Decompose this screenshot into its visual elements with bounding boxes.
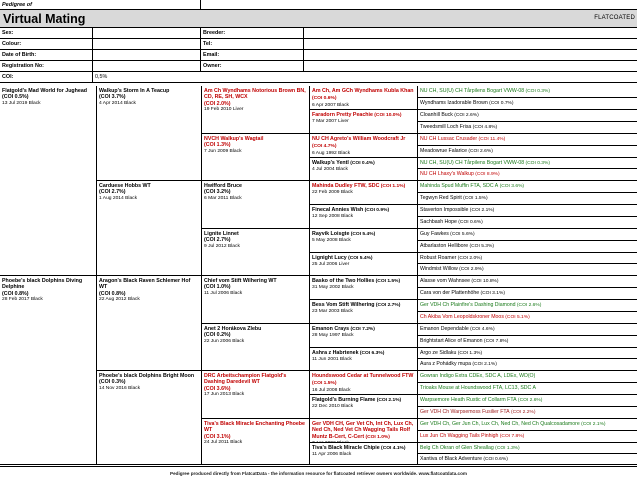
dog-date: 28 Feb 2017 Black	[2, 297, 43, 303]
pedigree-cell-gen5-22[interactable]	[417, 336, 637, 348]
pedigree-cell-gen4-15[interactable]	[309, 419, 417, 443]
dog-coi: (COI 2.0%)	[204, 100, 231, 107]
dog-name: Basko of the Two Hollies (COI 1.5%)	[312, 278, 401, 284]
dog-name: NU CH Lhaxy's Walkup (COI 8.9%)	[420, 171, 500, 177]
dog-name: Chief vom Stift Wilhering WT	[204, 278, 277, 284]
dog-name: Faradorn Pretty Peachie (COI 10.0%)	[312, 112, 402, 118]
dog-coi: (COI 2.6%)	[516, 398, 543, 403]
value-tel[interactable]	[303, 39, 637, 50]
dog-date: 23 Mar 2003 Black	[312, 309, 353, 315]
dog-coi: (COI 7.8%)	[482, 339, 509, 344]
dog-name: Am Ch Wyndhams Notorious Brown BN, CD, RE, SH, WCX	[204, 88, 306, 101]
info-grid	[0, 28, 637, 86]
pedigree-cell-gen1-2[interactable]	[0, 276, 96, 465]
pedigree-cell-gen2-3[interactable]	[96, 276, 201, 371]
pedigree-cell-gen4-14[interactable]	[309, 395, 417, 419]
dog-name: Guy Fawkes (COI 5.6%)	[420, 231, 475, 237]
dog-name: Ger VDH Ch, Ger Jun Ch, Lux Ch, Ned Ch, Ned Ch Qualcosadamore (COI 2.1%)	[420, 421, 606, 427]
dog-coi: (COI 0.3%)	[524, 161, 550, 166]
label-tel: Tel:	[200, 39, 303, 50]
dog-name: Hwifford Bruce	[204, 183, 242, 189]
dog-name: Lignight Lucy (COI 5.4%)	[312, 255, 373, 261]
dog-date: 1 Aug 2014 Black	[99, 195, 138, 201]
dog-coi: (COI 1.5%)	[374, 279, 401, 284]
pedigree-cell-gen2-4[interactable]	[96, 371, 201, 465]
dog-name: Trioaks Mouse at Houndswood FTA, LC13, SDC A	[420, 385, 536, 391]
dog-date: 25 Jul 2006 Liver	[312, 262, 350, 268]
pedigree-cell-gen5-25[interactable]	[417, 371, 637, 383]
pedigree-cell-gen5-11[interactable]	[417, 205, 637, 217]
dog-name: Lignite Linnet	[204, 231, 239, 237]
dog-coi: (COI 2.7%)	[99, 189, 126, 196]
pedigree-cell-gen2-1[interactable]	[96, 86, 201, 181]
dog-coi: (COI 5.4%)	[346, 256, 373, 261]
dog-name: Walkup's Storm In A Teacup	[99, 88, 170, 94]
pedigree-cell-gen4-13[interactable]	[309, 371, 417, 395]
breed-label: FLATCOATED	[594, 15, 635, 21]
dog-name: Walkup's Yentl (COI 0.4%)	[312, 160, 375, 166]
dog-coi: (COI 5.4%)	[349, 232, 376, 237]
pedigree-cell-gen4-16[interactable]	[309, 443, 417, 465]
dog-name: Tegwyn Red Spirit (COI 1.5%)	[420, 195, 488, 201]
dog-name: Warpsemore Heath Rustic of Collarm FTA (COI 2.6%)	[420, 397, 543, 403]
pedigree-of-text: Pedigree of	[2, 2, 32, 8]
dog-date: 11 Jul 2006 Black	[204, 290, 243, 296]
dog-date: 11 Jun 2001 Black	[312, 357, 352, 363]
pedigree-of-blank-cell	[200, 0, 637, 9]
dog-coi: (COI 3.6%)	[204, 385, 231, 392]
dog-name: Windmist Willow (COI 2.9%)	[420, 266, 484, 272]
pedigree-cell-gen5-8[interactable]	[417, 169, 637, 181]
label-email: Email:	[200, 50, 303, 61]
dog-date: 6 Aug 1992 Black	[312, 150, 351, 156]
dog-coi: (COI 2.1%)	[471, 362, 497, 367]
dog-coi: (COI 2.7%)	[204, 237, 231, 244]
page-title: Virtual Mating	[3, 12, 86, 26]
dog-date: 19 Feb 2010 Liver	[204, 107, 244, 113]
dog-name: Emanon Dependable (COI 4.6%)	[420, 326, 495, 332]
dog-date: 6 Mar 2011 Black	[204, 195, 242, 201]
dog-name: Flatgold's Mad World for Jughead	[2, 88, 88, 94]
pedigree-cell-gen4-12[interactable]	[309, 348, 417, 371]
dog-name: Aragon's Black Raven Schlemer Hof WT	[99, 278, 191, 291]
dog-date: 7 Jun 2009 Black	[204, 148, 242, 154]
dog-name: Tiva's Black Miracle Chipie (COI 4.1%)	[312, 445, 406, 451]
dog-coi: (COI 7.2%)	[349, 327, 375, 332]
dog-name: DRC Arbeitschampion Flatgold's Dashing Daredevil WT	[204, 373, 287, 386]
dog-coi: (COI 1.5%)	[312, 381, 337, 387]
dog-name: Gowran Indigo Extra CDEx, SDC A, LDEx, WD(O)	[420, 373, 536, 379]
pedigree-cell-gen5-27[interactable]	[417, 395, 637, 407]
dog-coi: (COI 3.2%)	[204, 189, 231, 196]
dog-date: 22 Dec 2010 Black	[312, 404, 354, 410]
value-colour[interactable]	[92, 39, 200, 50]
dog-coi: (COI 1.0%)	[364, 434, 390, 440]
pedigree-cell-gen5-6[interactable]	[417, 146, 637, 158]
dog-coi: (COI 2.6%)	[467, 149, 493, 154]
dog-name: Tweedsmill Loch Frisa (COI 4.8%)	[420, 124, 498, 130]
dog-coi: (COI 2.1%)	[375, 398, 402, 403]
dog-name: Atbarlaston Hellibore (COI 5.3%)	[420, 243, 494, 249]
pedigree-cell-gen5-7[interactable]	[417, 158, 637, 169]
dog-name: Cloanhill Buck (COI 2.6%)	[420, 112, 479, 118]
dog-date: 17 Jun 2013 Black	[204, 392, 245, 398]
dog-coi: (COI 5.1%)	[503, 315, 530, 320]
dog-coi: (COI 2.2%)	[509, 410, 536, 415]
dog-name: Finecal Annies Wish (COI 0.9%)	[312, 207, 390, 213]
pedigree-cell-gen4-7[interactable]	[309, 229, 417, 253]
dog-coi: (COI 6.3%)	[358, 351, 385, 356]
dog-name: Ch Akiba Vom Leopoldskroner Moos (COI 5.1%)	[420, 314, 530, 320]
dog-coi: (COI 0.6%)	[482, 457, 508, 462]
dog-name: Phoebe's black Dolphins Diving Delphine	[2, 278, 83, 291]
dog-name: Argo ze Sidlaku (COI 1.3%)	[420, 350, 483, 356]
pedigree-cell-gen3-1[interactable]	[201, 86, 309, 134]
dog-coi: (COI 1.3%)	[493, 446, 520, 451]
pedigree-cell-gen5-12[interactable]	[417, 217, 637, 229]
dog-coi: (COI 1.1%)	[379, 184, 406, 189]
pedigree-cell-gen5-4[interactable]	[417, 122, 637, 134]
dog-coi: (COI 2.0%)	[456, 256, 483, 261]
pedigree-cell-gen3-2[interactable]	[201, 134, 309, 181]
dog-coi: (COI 2.6%)	[452, 113, 479, 118]
dog-coi: (COI 0.5%)	[2, 94, 29, 101]
value-email[interactable]	[303, 50, 637, 61]
pedigree-cell-gen5-31[interactable]	[417, 443, 637, 454]
dog-name: Ger VDH Ch Warpsemoss Fusilier FTA (COI 2.2%)	[420, 409, 536, 415]
dog-name: NU CH, SU(U) CH Tårpilens Bogart VWW-08 (COI 0.3%)	[420, 160, 550, 166]
dog-name: Ashra z Habrtenek (COI 6.3%)	[312, 350, 385, 356]
pedigree-cell-gen5-20[interactable]	[417, 312, 637, 324]
dog-date: 22 Feb 2009 Black	[312, 190, 353, 196]
dog-name: Phoebe's black Dolphins Bright Moon	[99, 373, 195, 379]
dog-name: NU CH Agreto's William Woodcraft Jr (COI 4.7%)	[312, 136, 406, 150]
value-breeder[interactable]	[303, 28, 637, 39]
dog-name: Flatgold's Burning Flame (COI 2.1%)	[312, 397, 402, 403]
dog-coi: (COI 0.4%)	[348, 161, 375, 166]
dog-coi: (COI 0.8%)	[99, 290, 126, 297]
dog-name: Alasse vom Wahnsee (COI 10.8%)	[420, 278, 499, 284]
dog-coi: (COI 3.7%)	[99, 94, 126, 101]
dog-date: 22 Aug 2012 Black	[99, 297, 140, 303]
value-coi: 0,5%	[92, 72, 637, 83]
dog-name: Sachbash Hope (COI 0.6%)	[420, 219, 483, 225]
label-sex: Sex:	[0, 28, 92, 39]
dog-name: Am Ch, Am GCh Wyndhams Kubla Khan (COI 0.6%)	[312, 88, 414, 102]
dog-name: Emanon Crays (COI 7.2%)	[312, 326, 375, 332]
pedigree-cell-gen4-10[interactable]	[309, 300, 417, 324]
dog-coi: (COI 3.1%)	[204, 433, 231, 440]
dog-date: 9 Jul 2012 Black	[204, 243, 240, 249]
pedigree-cell-gen4-1[interactable]	[309, 86, 417, 110]
dog-name: Meadowrue Falarice (COI 2.6%)	[420, 148, 493, 154]
pedigree-cell-gen4-9[interactable]	[309, 276, 417, 300]
dog-coi: (COI 2.6%)	[515, 303, 542, 308]
pedigree-cell-gen4-4[interactable]	[309, 158, 417, 181]
pedigree-cell-gen5-21[interactable]	[417, 324, 637, 336]
pedigree-cell-gen5-5[interactable]	[417, 134, 637, 146]
pedigree-cell-gen5-1[interactable]	[417, 86, 637, 98]
dog-coi: (COI 4.8%)	[471, 125, 498, 130]
dog-coi: (COI 4.1%)	[379, 446, 406, 451]
pedigree-cell-gen4-8[interactable]	[309, 253, 417, 276]
dog-name: Rayvik Loisgte (COI 5.4%)	[312, 231, 376, 237]
dog-coi: (COI 7.8%)	[498, 434, 525, 439]
pedigree-cell-gen5-13[interactable]	[417, 229, 637, 241]
dog-name: Robust Roamer (COI 2.0%)	[420, 255, 483, 261]
pedigree-cell-gen5-23[interactable]	[417, 348, 637, 359]
dog-coi: (COI 10.8%)	[469, 279, 499, 284]
dog-coi: (COI 1.0%)	[204, 284, 231, 291]
pedigree-cell-gen5-9[interactable]	[417, 181, 637, 193]
pedigree-cell-gen5-3[interactable]	[417, 110, 637, 122]
dog-name: Brightstart Alice of Emanon (COI 7.8%)	[420, 338, 509, 344]
label-coi: COI:	[0, 72, 92, 83]
pedigree-cell-gen5-32[interactable]	[417, 454, 637, 465]
label-owner: Owner:	[200, 61, 303, 72]
dog-name: Bess Vom Stift Wilhering (COI 2.7%)	[312, 302, 401, 308]
pedigree-chart	[0, 86, 637, 465]
footer-credit: Pedigree produced directly from FlatcatData - the information resource for flatcoated retriever owners worldwide. www.flatcoatdata.com	[0, 466, 637, 479]
dog-coi: (COI 0.6%)	[456, 220, 483, 225]
dog-name: Ger VDH CH, Ger Vet Ch, Int Ch, Lux Ch, Ned Ch, Ned Vet Ch Wagging Tails Rolf Muntz B-Cert, C-Cert (COI 1.0%)	[312, 421, 414, 440]
dog-name: Belg Ch Okran of Glen Sheallag (COI 1.3%)	[420, 445, 520, 451]
dog-name: Mahinda Spud Muffin FTA, SDC A (COI 3.6%)	[420, 183, 525, 189]
dog-coi: (COI 0.3%)	[99, 379, 126, 386]
pedigree-cell-gen5-15[interactable]	[417, 253, 637, 264]
pedigree-cell-gen5-2[interactable]	[417, 98, 637, 110]
dog-coi: (COI 2.1%)	[468, 208, 495, 213]
dog-date: 22 Jun 2006 Black	[204, 338, 245, 344]
title-bar	[0, 10, 637, 28]
pedigree-cell-gen3-7[interactable]	[201, 371, 309, 419]
dog-coi: (COI 0.8%)	[2, 290, 29, 297]
label-registration-no: Registration No:	[0, 61, 92, 72]
pedigree-cell-gen4-3[interactable]	[309, 134, 417, 158]
pedigree-cell-gen4-5[interactable]	[309, 181, 417, 205]
dog-date: 4 Apr 2014 Black	[99, 100, 136, 106]
pedigree-cell-gen5-30[interactable]	[417, 431, 637, 443]
dog-coi: (COI 5.6%)	[448, 232, 475, 237]
dog-coi: (COI 4.7%)	[312, 144, 337, 150]
dog-name: Xantiva of Black Adventure (COI 0.6%)	[420, 456, 508, 462]
dog-coi: (COI 11.4%)	[477, 137, 506, 142]
value-registration-no[interactable]	[92, 61, 200, 72]
dog-date: 28 May 1997 Black	[312, 333, 354, 339]
pedigree-cell-gen3-8[interactable]	[201, 419, 309, 465]
dog-coi: (COI 1.5%)	[461, 196, 488, 201]
dog-name: NVCH Walkup's Wagtail	[204, 136, 264, 142]
dog-coi: (COI 2.1%)	[579, 422, 606, 427]
pedigree-cell-gen4-11[interactable]	[309, 324, 417, 348]
pedigree-of-label	[0, 0, 637, 10]
dog-coi: (COI 5.3%)	[468, 244, 494, 249]
dog-date: 7 Mar 2007 Liver	[312, 119, 349, 125]
dog-date: 4 Jul 2004 Black	[312, 167, 348, 173]
dog-date: 11 Apr 2006 Black	[312, 452, 352, 458]
dog-coi: (COI 2.9%)	[457, 267, 484, 272]
dog-coi: (COI 2.7%)	[374, 303, 401, 308]
value-date-of-birth[interactable]	[92, 50, 200, 61]
dog-coi: (COI 0.9%)	[363, 208, 390, 213]
dog-name: Wyndhams Izadorable Brown (COI 0.7%)	[420, 100, 514, 106]
label-breeder: Breeder:	[200, 28, 303, 39]
pedigree-cell-gen5-28[interactable]	[417, 407, 637, 419]
pedigree-cell-gen4-2[interactable]	[309, 110, 417, 134]
dog-coi: (COI 3.1%)	[479, 291, 505, 296]
pedigree-cell-gen5-19[interactable]	[417, 300, 637, 312]
dog-date: 13 Jul 2019 Black	[2, 100, 41, 106]
dog-name: Ger VDH Ch Plainfire's Dashing Diamond (COI 2.6%)	[420, 302, 542, 308]
pedigree-cell-gen5-29[interactable]	[417, 419, 637, 431]
dog-date: 24 Jul 2011 Black	[204, 440, 243, 446]
pedigree-cell-gen1-1[interactable]	[0, 86, 96, 276]
dog-coi: (COI 0.2%)	[204, 332, 231, 339]
dog-coi: (COI 10.0%)	[372, 113, 402, 118]
dog-coi: (COI 0.7%)	[487, 101, 514, 106]
value-sex[interactable]	[92, 28, 200, 39]
dog-name: NU CH, SU(U) CH Tårpilens Bogart VWW-08 (COI 0.3%)	[420, 88, 550, 94]
dog-coi: (COI 1.3%)	[456, 351, 483, 356]
dog-name: Houndswood Cedar at Tunnelwood FTW (COI 1.5%)	[312, 373, 414, 387]
dog-coi: (COI 0.3%)	[524, 89, 550, 94]
dog-name: Staverton Impossible (COI 2.1%)	[420, 207, 495, 213]
pedigree-cell-gen3-3[interactable]	[201, 181, 309, 229]
dog-name: Lux Jun Ch Wagging Tails Pinhigh (COI 7.8%)	[420, 433, 525, 439]
dog-date: 16 Jul 2008 Black	[312, 387, 351, 393]
pedigree-cell-gen5-17[interactable]	[417, 276, 637, 288]
dog-name: Cara von der Plattenhöhe (COI 3.1%)	[420, 290, 505, 296]
pedigree-cell-gen5-16[interactable]	[417, 264, 637, 276]
dog-name: Mahinda Dudley FTW, SDC (COI 1.1%)	[312, 183, 406, 189]
dog-coi: (COI 8.9%)	[473, 172, 500, 177]
pedigree-cell-gen5-24[interactable]	[417, 359, 637, 371]
pedigree-cell-gen5-10[interactable]	[417, 193, 637, 205]
dog-date: 14 Nov 2016 Black	[99, 385, 141, 391]
label-colour: Colour:	[0, 39, 92, 50]
dog-name: Anet 2 Horákova Zlebu	[204, 326, 262, 332]
dog-coi: (COI 0.6%)	[312, 96, 337, 102]
dog-date: 5 May 2008 Black	[312, 238, 351, 244]
dog-date: 6 Apr 2007 Black	[312, 102, 349, 108]
dog-coi: (COI 3.6%)	[498, 184, 525, 189]
pedigree-cell-gen5-26[interactable]	[417, 383, 637, 395]
dog-name: Carduese Hobbs WT	[99, 183, 151, 189]
dog-coi: (COI 1.3%)	[204, 142, 231, 149]
pedigree-cell-gen5-18[interactable]	[417, 288, 637, 300]
pedigree-cell-gen3-5[interactable]	[201, 276, 309, 324]
dog-name: Tiva's Black Miracle Enchanting Phoebe WT	[204, 421, 305, 434]
dog-name: Aura z Pohádky mupa (COI 2.1%)	[420, 361, 497, 367]
dog-date: 31 May 2002 Black	[312, 285, 354, 291]
pedigree-cell-gen3-6[interactable]	[201, 324, 309, 371]
pedigree-cell-gen2-2[interactable]	[96, 181, 201, 276]
pedigree-cell-gen5-14[interactable]	[417, 241, 637, 253]
dog-name: NU CH Lussac Crusader (COI 11.4%)	[420, 136, 506, 142]
dog-date: 12 Sep 2008 Black	[312, 214, 354, 220]
pedigree-cell-gen3-4[interactable]	[201, 229, 309, 276]
label-date-of-birth: Date of Birth:	[0, 50, 92, 61]
dog-coi: (COI 4.6%)	[468, 327, 495, 332]
pedigree-cell-gen4-6[interactable]	[309, 205, 417, 229]
value-owner[interactable]	[303, 61, 637, 72]
